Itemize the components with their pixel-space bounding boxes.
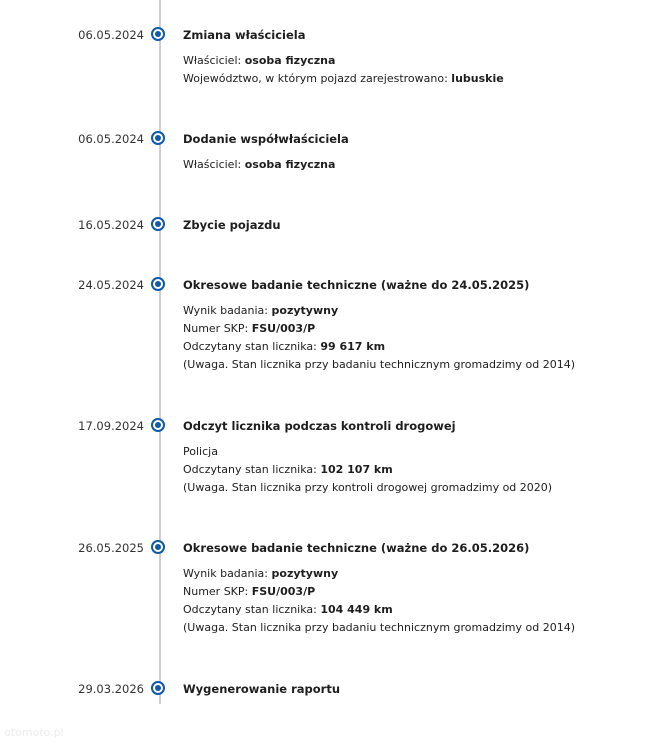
event-detail-line <box>183 320 633 338</box>
detail-note: (Uwaga. Stan licznika przy badaniu technicznym gromadzimy od 2014) <box>183 621 576 634</box>
event-detail-note <box>183 356 633 374</box>
detail-label: Województwo, w którym pojazd zarejestrowano: <box>183 72 452 85</box>
detail-label: Wynik badania: <box>183 567 272 580</box>
event-details <box>183 443 633 497</box>
detail-label: Odczytany stan licznika: <box>183 463 321 476</box>
timeline-dot-icon <box>151 131 165 145</box>
detail-value: 104 449 km <box>320 603 393 616</box>
detail-note: (Uwaga. Stan licznika przy kontroli drogowej gromadzimy od 2020) <box>183 481 553 494</box>
event-body <box>183 539 633 637</box>
event-details <box>183 52 633 88</box>
event-details <box>183 302 633 374</box>
detail-label: Właściciel: <box>183 54 245 67</box>
timeline-dot-icon <box>151 681 165 695</box>
event-date: 29.03.2026 <box>78 682 144 696</box>
detail-value: 102 107 km <box>320 463 393 476</box>
event-detail-line <box>183 52 633 70</box>
detail-value: 99 617 km <box>320 340 386 353</box>
event-title: Okresowe badanie techniczne (ważne do 24.05.2025) <box>183 278 530 292</box>
event-detail-line <box>183 601 633 619</box>
event-date: 16.05.2024 <box>78 218 144 232</box>
event-detail-note <box>183 479 633 497</box>
timeline-dot-icon <box>151 418 165 432</box>
detail-note: (Uwaga. Stan licznika przy badaniu technicznym gromadzimy od 2014) <box>183 358 576 371</box>
event-detail-line <box>183 461 633 479</box>
event-detail-line <box>183 565 633 583</box>
event-detail-line <box>183 338 633 356</box>
event-detail-line <box>183 302 633 320</box>
event-date: 17.09.2024 <box>78 419 144 433</box>
detail-value: FSU/003/P <box>251 585 316 598</box>
detail-value: lubuskie <box>451 72 504 85</box>
event-body <box>183 26 633 88</box>
event-details <box>183 565 633 637</box>
event-body <box>183 276 633 374</box>
event-detail-line <box>183 443 633 461</box>
event-detail-note <box>183 619 633 637</box>
event-details <box>183 156 633 174</box>
timeline-dot-icon <box>151 277 165 291</box>
event-body <box>183 417 633 497</box>
event-detail-line <box>183 156 633 174</box>
event-body <box>183 680 633 698</box>
watermark-logo: otomoto.pl <box>4 726 64 739</box>
event-body <box>183 130 633 174</box>
detail-value: osoba fizyczna <box>244 54 336 67</box>
detail-label: Właściciel: <box>183 158 245 171</box>
event-title: Wygenerowanie raportu <box>183 682 341 696</box>
event-detail-line <box>183 583 633 601</box>
timeline-line <box>159 0 161 704</box>
event-date: 06.05.2024 <box>78 132 144 146</box>
detail-label: Odczytany stan licznika: <box>183 603 321 616</box>
detail-label: Policja <box>183 445 218 458</box>
detail-label: Numer SKP: <box>183 322 252 335</box>
detail-label: Odczytany stan licznika: <box>183 340 321 353</box>
event-date: 06.05.2024 <box>78 28 144 42</box>
event-date: 24.05.2024 <box>78 278 144 292</box>
event-title: Dodanie współwłaściciela <box>183 132 349 146</box>
detail-value: FSU/003/P <box>251 322 316 335</box>
event-date: 26.05.2025 <box>78 541 144 555</box>
event-body <box>183 216 633 234</box>
detail-label: Wynik badania: <box>183 304 272 317</box>
detail-value: pozytywny <box>271 304 339 317</box>
event-title: Okresowe badanie techniczne (ważne do 26.05.2026) <box>183 541 530 555</box>
detail-value: osoba fizyczna <box>244 158 336 171</box>
timeline-dot-icon <box>151 540 165 554</box>
detail-value: pozytywny <box>271 567 339 580</box>
timeline-dot-icon <box>151 217 165 231</box>
detail-label: Numer SKP: <box>183 585 252 598</box>
event-title: Odczyt licznika podczas kontroli drogowej <box>183 419 456 433</box>
event-title: Zmiana właściciela <box>183 28 306 42</box>
event-detail-line <box>183 70 633 88</box>
timeline-dot-icon <box>151 27 165 41</box>
event-title: Zbycie pojazdu <box>183 218 281 232</box>
